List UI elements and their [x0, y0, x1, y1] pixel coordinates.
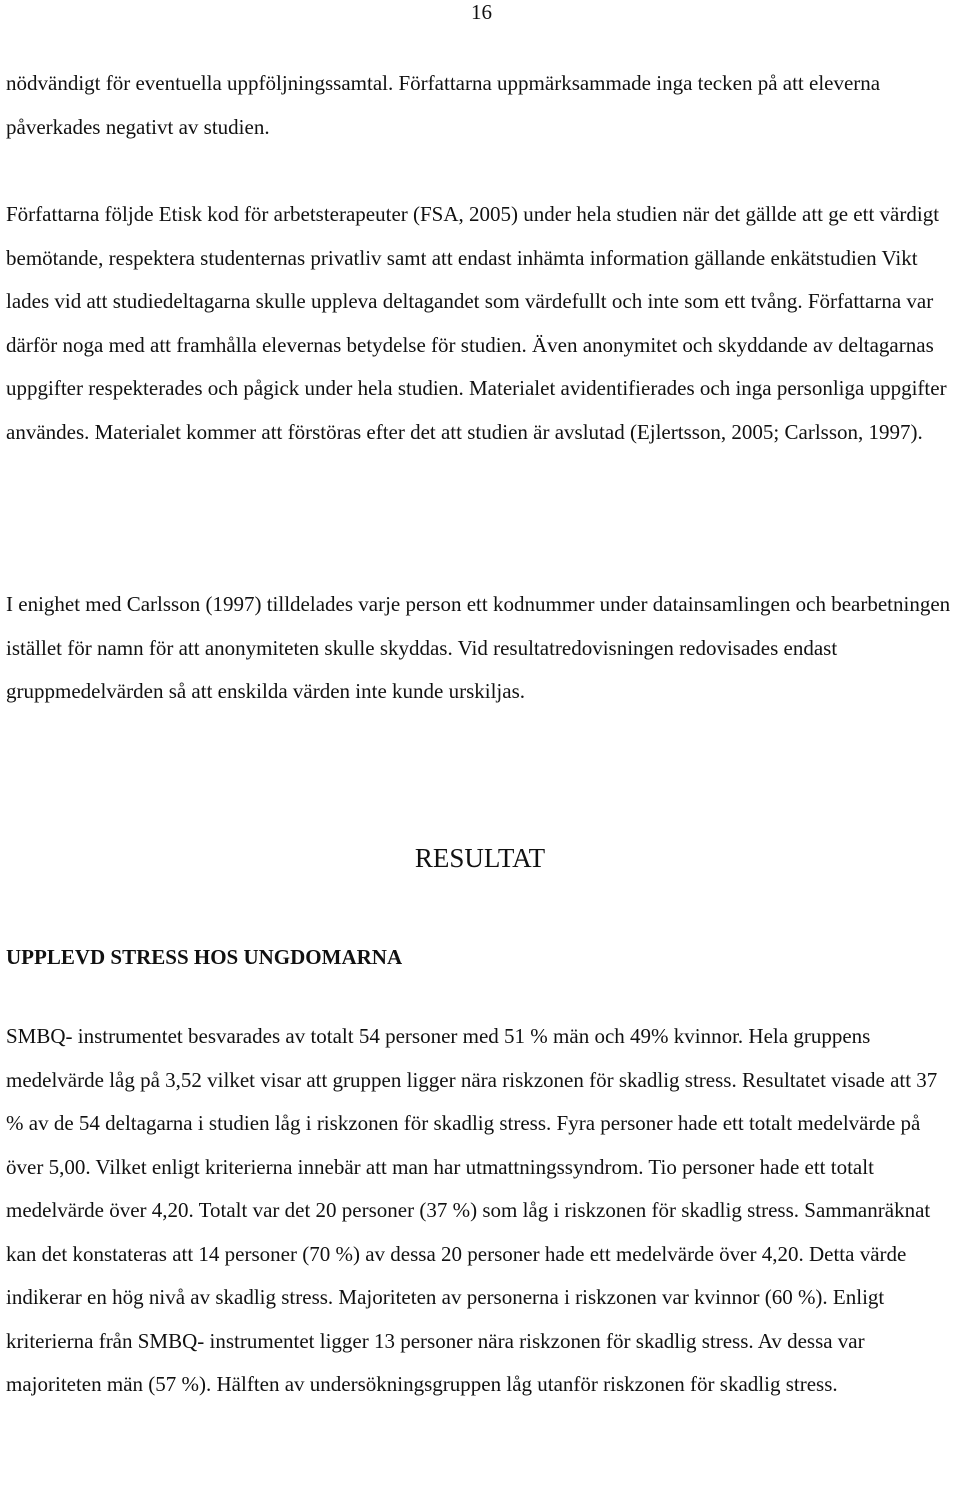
section-heading: UPPLEVD STRESS HOS UNGDOMARNA: [6, 945, 403, 969]
paragraph-anonymity: I enighet med Carlsson (1997) tilldelades varje person ett kodnummer under datainsamlingen och bearbetningen istället för namn för att anonymiteten skulle skyddas. Vid resultatredovisningen redovisades endast gruppmedelvärden så att enskilda värden inte kunde urskiljas.: [6, 592, 951, 703]
paragraph-results: SMBQ- instrumentet besvarades av totalt 54 personer med 51 % män och 49% kvinnor. Hela gruppens medelvärde låg på 3,52 vilket visar att gruppen ligger nära riskzonen för skadlig stress. Resultatet visade att 37 % av de 54 deltagarna i studien låg i riskzonen för skadlig stress. Fyra personer hade ett totalt medelvärde på över 5,00. Vilket enligt kriterierna innebär att man har utmattningssyndrom. Tio personer hade ett totalt medelvärde över 4,20. Totalt var det 20 personer (37 %) som låg i riskzonen för skadlig stress. Sammanräknat kan det konstateras att 14 personer (70 %) av dessa 20 personer hade ett medelvärde över 4,20. Detta värde indikerar en hög nivå av skadlig stress. Majoriteten av personerna i riskzonen var kvinnor (60 %). Enligt kriterierna från SMBQ- instrumentet ligger 13 personer nära riskzonen för skadlig stress. Av dessa var majoriteten män (57 %). Hälften av undersökningsgruppen låg utanför riskzonen för skadlig stress.: [6, 1024, 938, 1396]
paragraph-ethics: Författarna följde Etisk kod för arbetsterapeuter (FSA, 2005) under hela studien när det gällde att ge ett värdigt bemötande, respektera studenternas privatliv samt att endast inhämta information gällande enkätstudien Vikt lades vid att studiedeltagarna skulle uppleva deltagandet som värdefullt och inte som ett tvång. Författarna var därför noga med att framhålla elevernas betydelse för studien. Även anonymitet och skyddande av deltagarnas uppgifter respekterades och pågick under hela studien. Materialet avidentifierades och inga personliga uppgifter användes. Materialet kommer att förstöras efter det att studien är avslutad (Ejlertsson, 2005; Carlsson, 1997).: [6, 202, 947, 444]
paragraph-followup: nödvändigt för eventuella uppföljningssamtal. Författarna uppmärksammade inga tecken på att eleverna påverkades negativt av studien.: [6, 71, 881, 139]
page-number: 16: [471, 0, 492, 24]
results-heading: RESULTAT: [414, 843, 546, 873]
